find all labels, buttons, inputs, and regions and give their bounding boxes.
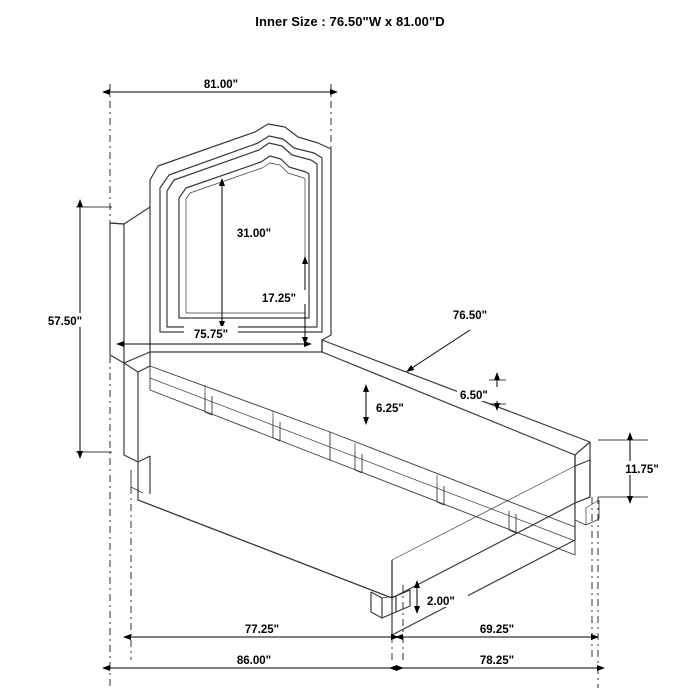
dim-label-headboard-inner-width: 75.75" xyxy=(193,329,229,341)
bed-outline xyxy=(110,124,599,635)
dim-label-rail-height: 6.50" xyxy=(460,390,488,402)
dim-label-foot-clearance: 2.00" xyxy=(427,596,455,608)
dim-label-front-footprint-width: 77.25" xyxy=(244,624,280,636)
dim-label-side-rail-height: 11.75" xyxy=(625,464,659,476)
dim-label-mattress-inner-width: 76.50" xyxy=(452,310,488,322)
dim-label-overall-side-depth: 78.25" xyxy=(479,655,515,667)
extension-guide-lines xyxy=(110,84,598,688)
dim-label-headboard-panel-height: 31.00" xyxy=(236,228,272,240)
dim-label-overall-headboard-height: 57.50" xyxy=(47,316,83,328)
dim-label-overall-front-width: 86.00" xyxy=(236,655,272,667)
dim-mattress-inner-width xyxy=(412,330,470,368)
page-title: Inner Size : 76.50"W x 81.00"D xyxy=(255,14,445,29)
dim-label-slat-clearance: 6.25" xyxy=(376,403,404,415)
dim-label-overall-width-top: 81.00" xyxy=(203,79,239,91)
dim-overall-headboard-height xyxy=(76,207,112,452)
dim-label-side-footprint-depth: 69.25" xyxy=(479,624,515,636)
dim-label-headboard-panel-to-rail: 17.25" xyxy=(261,293,297,305)
